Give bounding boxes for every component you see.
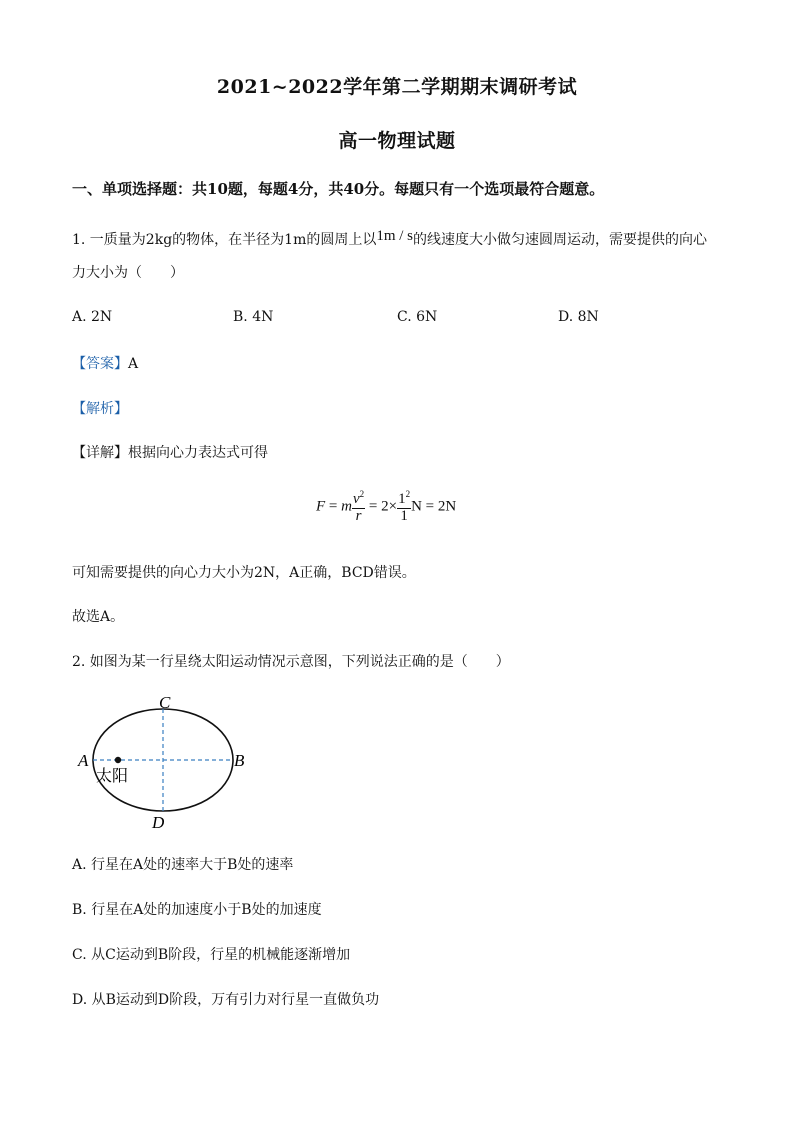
formula-one-den: 1 [400,507,408,524]
question-2-text: 2. 如图为某一行星绕太阳运动情况示意图，下列说法正确的是（ ） [72,654,510,670]
formula-fraction-v2-r [352,490,365,525]
formula-one: 1 [398,491,406,507]
question-2-option-c[interactable]: C. 从C运动到B阶段，行星的机械能逐渐增加 [72,947,351,963]
question-2-option-d[interactable]: D. 从B运动到D阶段，万有引力对行星一直做负功 [72,992,380,1008]
detail-label: 【详解】 [72,445,128,461]
conclusion-text: 可知需要提供的向心力大小为2N，A正确，BCD错误。 [72,565,416,581]
formula-f: F [316,498,326,515]
label-c: C [159,693,171,712]
exam-title: 2021~2022学年第二学期期末调研考试 [216,76,578,98]
question-1-option-c[interactable]: C. 6N [397,309,438,325]
formula-fraction-1-1 [397,490,411,525]
question-1-line-2: 力大小为（ ） [72,265,184,281]
answer-label: 【答案】 [72,356,128,372]
centripetal-formula [316,490,456,525]
question-1-option-a[interactable]: A. 2N [72,309,113,325]
detail-line [72,442,268,462]
formula-m: m [341,498,352,515]
answer-value: A [128,356,139,372]
section-heading: 一、单项选择题：共10题，每题4分，共40分。每题只有一个选项最符合题意。 [72,180,605,198]
formula-eq1: = [328,498,338,515]
label-d: D [152,813,165,830]
question-2-option-b[interactable]: B. 行星在A处的加速度小于B处的加速度 [72,902,322,918]
question-1-option-b[interactable]: B. 4N [233,309,274,325]
question-1-option-d[interactable]: D. 8N [558,309,599,325]
analysis-label: 【解析】 [72,401,128,417]
question-1-text-after: 的线速度大小做匀速圆周运动，需要提供的向心 [413,232,708,248]
formula-r: r [355,507,362,524]
sun-label: 太阳 [96,766,129,785]
question-1-text-before: 1. 一质量为2kg的物体，在半径为1m的圆周上以 [72,232,377,248]
label-b: B [234,751,245,770]
formula-v-exp: 2 [359,489,365,499]
question-1-line-1 [72,229,707,249]
answer-line [72,353,138,373]
formula-v: v [352,491,360,507]
orbit-diagram [72,690,262,830]
question-1-unit: 1m / s [376,228,414,244]
exam-subtitle: 高一物理试题 [338,130,456,152]
formula-eq2: = 2× [368,498,398,515]
formula-tail: N = 2N [411,498,457,515]
question-2-option-a[interactable]: A. 行星在A处的速率大于B处的速率 [72,857,294,873]
label-a: A [78,751,89,770]
formula-one-exp: 2 [405,489,411,499]
choose-text: 故选A。 [72,609,125,625]
detail-text: 根据向心力表达式可得 [128,445,268,461]
sun-dot [115,757,121,763]
